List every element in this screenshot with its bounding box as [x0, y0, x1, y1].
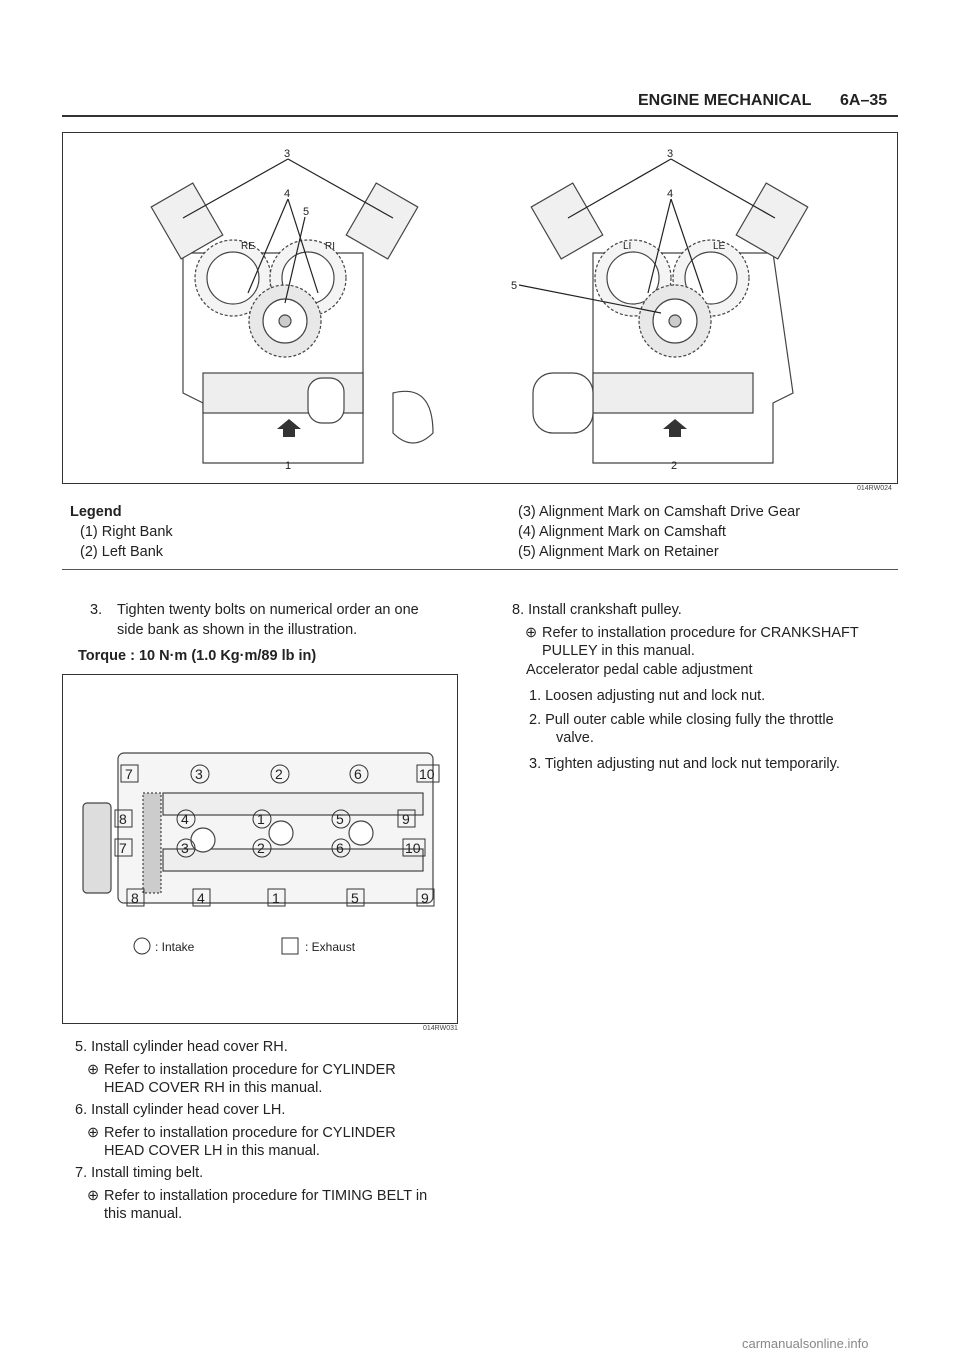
step-6-bullet-line-1: Refer to installation procedure for CYLINDER: [104, 1125, 396, 1141]
step-3-line-1: Tighten twenty bolts on numerical order an one: [117, 602, 419, 618]
callout-2: 2: [671, 460, 678, 472]
figure-2-id: 014RW031: [423, 1025, 458, 1032]
figure-1-id: 014RW024: [857, 485, 892, 492]
cam-label-le: LE: [713, 241, 726, 252]
bolt-6-lower: 6: [336, 840, 344, 856]
step-5-bullet-line-1: Refer to installation procedure for CYLINDER: [104, 1062, 396, 1078]
callout-4-left: 4: [667, 188, 674, 200]
cam-label-ri: RI: [325, 241, 335, 252]
bolt-2-top: 2: [275, 766, 283, 782]
bolt-4-bottom: 4: [197, 890, 205, 906]
legend-rule: [62, 569, 898, 570]
legend-item-1: (1) Right Bank: [80, 524, 173, 540]
page-number: 6A–35: [840, 92, 888, 109]
cable-step-3: 3. Tighten adjusting nut and lock nut temporarily.: [529, 756, 840, 772]
step-3-line-2: side bank as shown in the illustration.: [117, 622, 358, 638]
step-6-bullet: ⊕: [87, 1125, 100, 1141]
cam-sprocket-shape: [83, 803, 111, 893]
bolt-2-lower: 2: [257, 840, 265, 856]
section-title: ENGINE MECHANICAL: [638, 92, 812, 109]
callout-5-right: 5: [303, 206, 310, 218]
camshaft-alignment-illustration: [63, 133, 897, 483]
header-rule: [62, 115, 898, 117]
callout-3-left: 3: [667, 148, 674, 160]
cam-label-re: RE: [241, 241, 255, 252]
bolt-4-upper: 4: [181, 811, 189, 827]
legend-item-5: (5) Alignment Mark on Retainer: [518, 544, 719, 560]
bolt-7-lower: 7: [119, 840, 127, 856]
legend-item-2: (2) Left Bank: [80, 544, 164, 560]
legend-title: Legend: [70, 504, 122, 520]
step-3-number: 3.: [90, 602, 103, 618]
bolt-3-lower: 3: [181, 840, 189, 856]
exhaust-key-icon: [282, 938, 298, 954]
bolt-6-top: 6: [354, 766, 362, 782]
cable-step-1: 1. Loosen adjusting nut and lock nut.: [529, 688, 766, 704]
step-6-bullet-line-2: HEAD COVER LH in this manual.: [104, 1143, 320, 1159]
bolt-5-upper: 5: [336, 811, 344, 827]
callout-4-right: 4: [284, 188, 291, 200]
step-7-bullet-line-2: this manual.: [104, 1206, 183, 1222]
bolt-8-upper: 8: [119, 811, 127, 827]
bolt-3-top: 3: [195, 766, 203, 782]
step-7-bullet-line-1: Refer to installation procedure for TIMING BELT in: [104, 1188, 428, 1204]
step-5-bullet: ⊕: [87, 1062, 100, 1078]
watermark: carmanualsonline.info: [742, 1336, 869, 1351]
cable-step-2-line-2: valve.: [556, 730, 594, 746]
bolt-10-lower: 10: [405, 840, 421, 856]
bolt-7-top: 7: [125, 766, 133, 782]
bolt-5-bottom: 5: [351, 890, 359, 906]
bolt-8-bottom: 8: [131, 890, 139, 906]
step-8-bullet-line-2: PULLEY in this manual.: [542, 643, 695, 659]
step-5-bullet-line-2: HEAD COVER RH in this manual.: [104, 1080, 323, 1096]
bolt-1-upper: 1: [257, 811, 265, 827]
step-8-bullet: ⊕: [525, 625, 538, 641]
intake-key-icon: [134, 938, 150, 954]
step-5: 5. Install cylinder head cover RH.: [75, 1039, 288, 1055]
accelerator-cable-title: Accelerator pedal cable adjustment: [526, 662, 753, 678]
torque-spec: Torque : 10 N·m (1.0 Kg·m/89 lb in): [78, 648, 317, 664]
intake-key-label: : Intake: [155, 940, 195, 954]
callout-3-right: 3: [284, 148, 291, 160]
camshaft-alignment-figure: [62, 132, 898, 484]
cable-step-2-line-1: 2. Pull outer cable while closing fully the throttle: [529, 712, 834, 728]
step-8: 8. Install crankshaft pulley.: [512, 602, 682, 618]
legend-item-3: (3) Alignment Mark on Camshaft Drive Gear: [518, 504, 801, 520]
bolt-order-figure: [62, 674, 458, 1024]
bolt-9-upper: 9: [402, 811, 410, 827]
step-7: 7. Install timing belt.: [75, 1165, 204, 1181]
callout-5-left: 5: [511, 280, 518, 292]
step-8-bullet-line-1: Refer to installation procedure for CRANKSHAFT: [542, 625, 859, 641]
bolt-9-bottom: 9: [421, 890, 429, 906]
step-7-bullet: ⊕: [87, 1188, 100, 1204]
legend-item-4: (4) Alignment Mark on Camshaft: [518, 524, 726, 540]
bolt-order-illustration: [63, 675, 457, 1023]
callout-1: 1: [285, 460, 292, 472]
cam-label-li: LI: [623, 241, 632, 252]
bolt-10-top: 10: [419, 766, 435, 782]
step-6: 6. Install cylinder head cover LH.: [75, 1102, 286, 1118]
exhaust-key-label: : Exhaust: [305, 940, 356, 954]
bolt-1-bottom: 1: [272, 890, 280, 906]
